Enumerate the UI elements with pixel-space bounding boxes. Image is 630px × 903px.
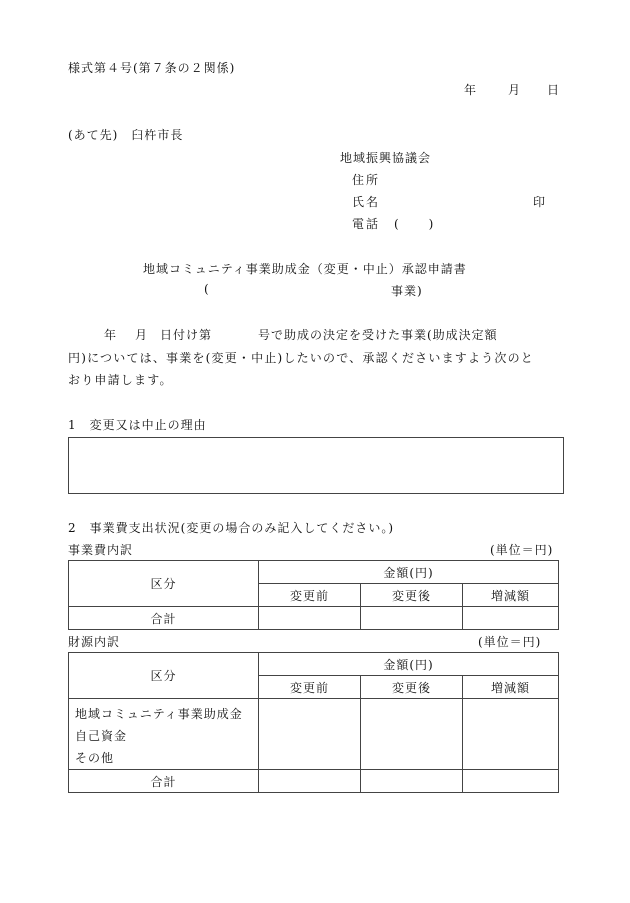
table1-total-diff-cell[interactable]: [463, 607, 559, 630]
expense-table: [68, 560, 559, 630]
body-line2: 円)については、事業を(変更・中止)したいので、承認くださいますよう次のと: [68, 351, 534, 365]
date-month: 月: [508, 83, 521, 97]
table1-category-header: 区分: [69, 561, 259, 607]
table2-category-header: 区分: [69, 653, 259, 699]
date-day: 日: [547, 83, 560, 97]
form-number: 様式第４号(第７条の２関係): [68, 61, 236, 75]
table2-items-diff-cell[interactable]: [463, 699, 559, 770]
document-title: 地域コミュニティ事業助成金（変更・中止）承認申請書: [143, 262, 467, 276]
table2-amount-header: 金額(円): [259, 653, 559, 676]
table2-caption: 財源内訳: [68, 635, 121, 649]
body-line1-tail: 号で助成の決定を受けた事業(助成決定額: [258, 328, 498, 342]
table1-after-header: 変更後: [361, 584, 463, 607]
list-item: その他: [75, 751, 115, 765]
table2-unit: (単位＝円): [478, 635, 542, 649]
table1-amount-header: 金額(円): [259, 561, 559, 584]
table2-after-header: 変更後: [361, 676, 463, 699]
table2-total-after-cell[interactable]: [361, 770, 463, 793]
list-item: 自己資金: [75, 729, 128, 743]
table2-total-diff-cell[interactable]: [463, 770, 559, 793]
section2-heading: 2 事業費支出状況(変更の場合のみ記入してください。): [68, 521, 395, 535]
applicant-address-label: 住所: [352, 173, 381, 187]
table-row: [69, 699, 559, 770]
table1-caption: 事業費内訳: [68, 543, 134, 557]
table2-items-cell: [69, 699, 259, 770]
body-year: 年: [104, 328, 117, 342]
table2-total-before-cell[interactable]: [259, 770, 361, 793]
body-month: 月: [135, 328, 148, 342]
list-item: 地域コミュニティ事業助成金: [75, 707, 243, 721]
subtitle-open: (: [204, 282, 209, 296]
body-line3: おり申請します。: [68, 373, 173, 387]
date-year: 年: [464, 83, 477, 97]
body-date-ref: 日付け第: [160, 328, 213, 342]
table1-before-header: 変更前: [259, 584, 361, 607]
table2-diff-header: 増減額: [463, 676, 559, 699]
table1-unit: (単位＝円): [490, 543, 554, 557]
table2-items-after-cell[interactable]: [361, 699, 463, 770]
applicant-org: 地域振興協議会: [340, 151, 432, 165]
addressee: (あて先) 臼杵市長: [68, 128, 184, 142]
table-row: [69, 770, 559, 793]
table1-total-label: 合計: [69, 607, 259, 630]
table1-total-after-cell[interactable]: [361, 607, 463, 630]
subtitle-close: 事業): [391, 284, 423, 298]
table2-total-label: 合計: [69, 770, 259, 793]
table-row: [69, 607, 559, 630]
seal-mark: 印: [533, 195, 546, 209]
reason-box[interactable]: [68, 437, 564, 494]
table2-before-header: 変更前: [259, 676, 361, 699]
applicant-name-label: 氏名: [352, 195, 381, 209]
table1-diff-header: 増減額: [463, 584, 559, 607]
section1-heading: 1 変更又は中止の理由: [68, 418, 207, 432]
applicant-phone-label: 電話 ( ): [352, 217, 436, 231]
table1-total-before-cell[interactable]: [259, 607, 361, 630]
funding-table: [68, 652, 559, 793]
table2-items-before-cell[interactable]: [259, 699, 361, 770]
